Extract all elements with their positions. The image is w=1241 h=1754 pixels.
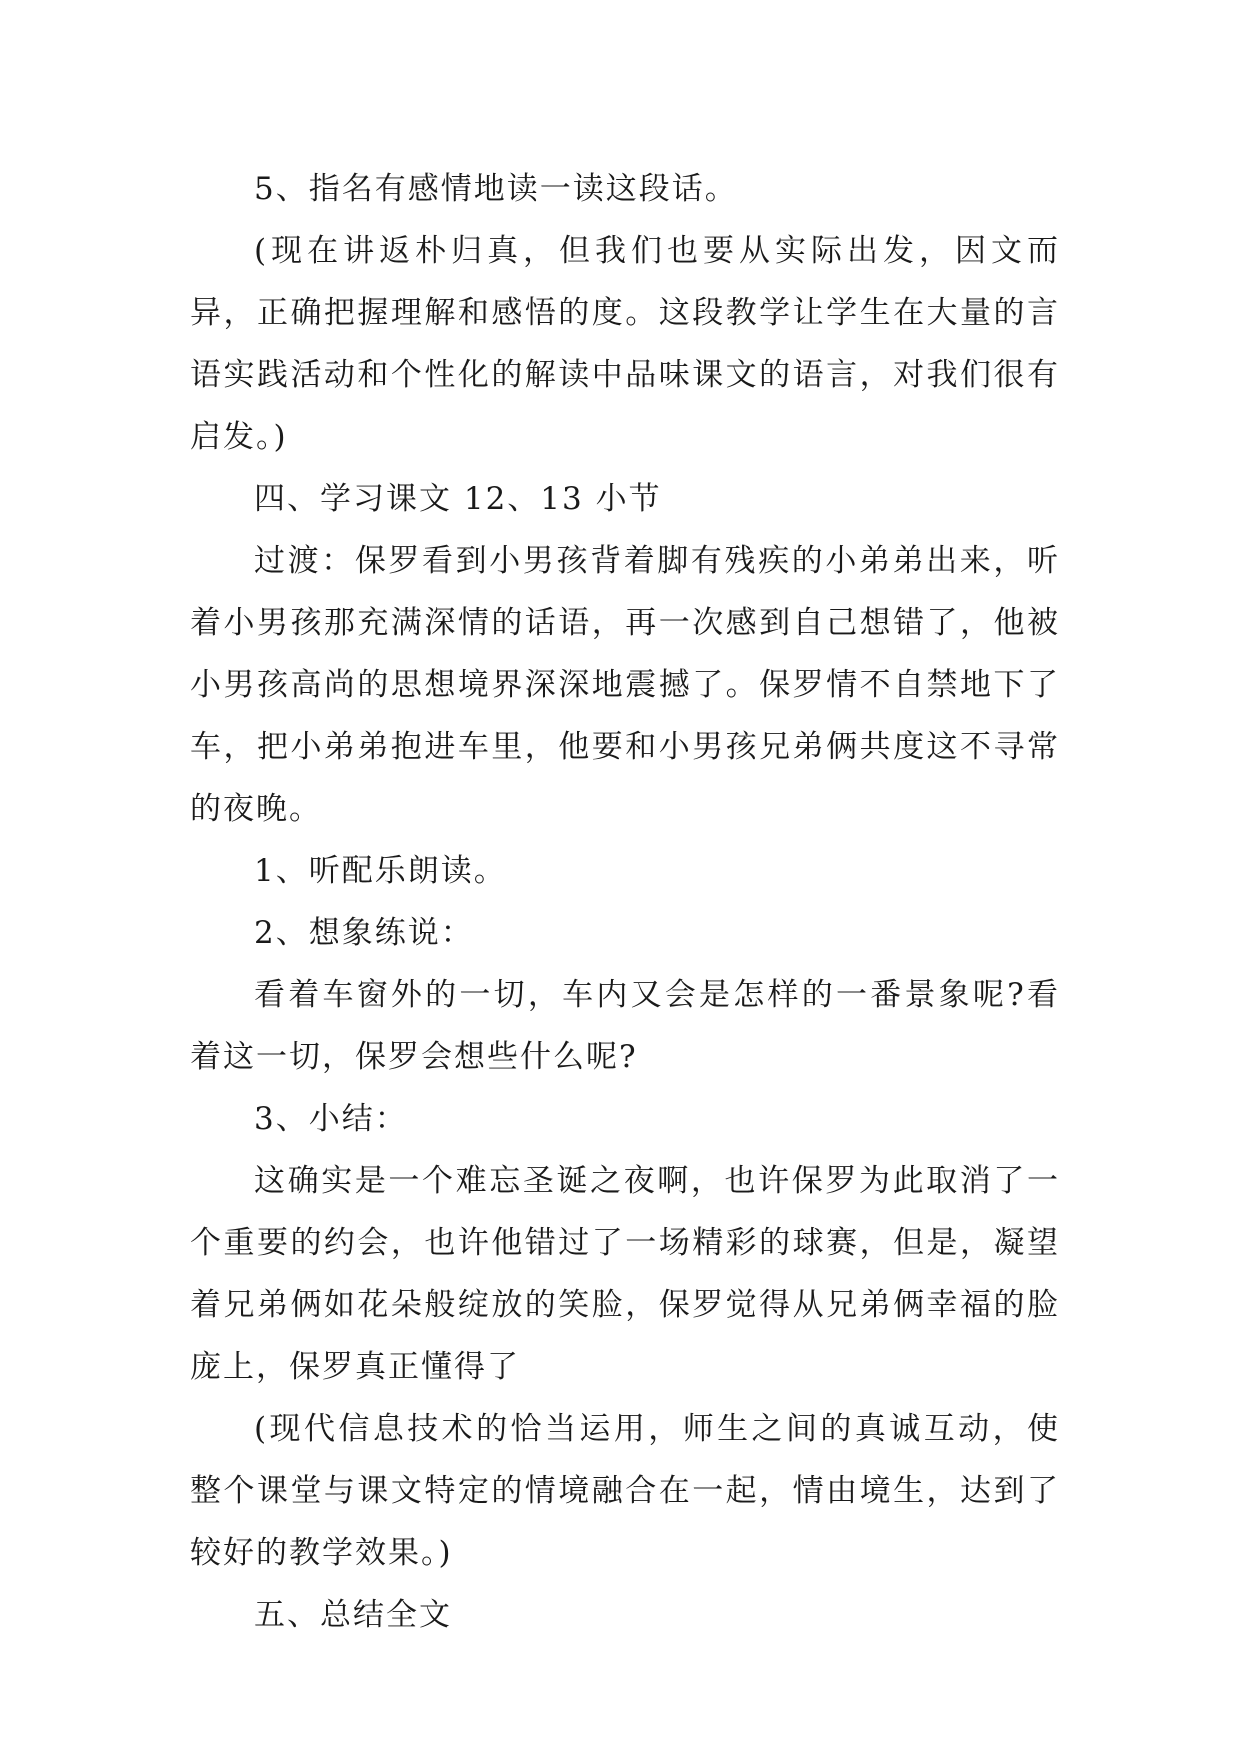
- section-4-heading: 四、学习课文 12、13 小节: [254, 481, 662, 517]
- step-2-imagine: 2、想象练说：: [254, 915, 474, 951]
- step-1-listen: 1、听配乐朗读。: [254, 853, 507, 889]
- summary-paragraph: 这确实是一个难忘圣诞之夜啊，也许保罗为此取消了一个重要的约会，也许他错过了一场精彩的球赛，但是，凝望着兄弟俩如花朵般绽放的笑脸，保罗觉得从兄弟俩幸福的脸庞上，保罗真正懂得了: [190, 1163, 1060, 1385]
- step-5-read-paragraph: 5、指名有感情地读一读这段话。: [254, 171, 738, 207]
- step-3-summary: 3、小结：: [254, 1101, 408, 1137]
- commentary-paragraph: (现在讲返朴归真，但我们也要从实际出发，因文而异，正确把握理解和感悟的度。这段教学让学生在大量的言语实践活动和个性化的解读中品味课文的语言，对我们很有启发。): [190, 233, 1060, 455]
- imagine-questions-paragraph: 看着车窗外的一切，车内又会是怎样的一番景象呢?看着这一切，保罗会想些什么呢?: [190, 977, 1060, 1075]
- transition-paragraph: 过渡：保罗看到小男孩背着脚有残疾的小弟弟出来，听着小男孩那充满深情的话语，再一次感到自己想错了，他被小男孩高尚的思想境界深深地震撼了。保罗情不自禁地下了车，把小弟弟抱进车里，他要和小男孩兄弟俩共度这不寻常的夜晚。: [190, 543, 1060, 827]
- document-body: [190, 158, 1060, 1646]
- commentary-paragraph-2: (现代信息技术的恰当运用，师生之间的真诚互动，使整个课堂与课文特定的情境融合在一起，情由境生，达到了较好的教学效果。): [190, 1411, 1060, 1571]
- section-5-heading: 五、总结全文: [254, 1597, 452, 1633]
